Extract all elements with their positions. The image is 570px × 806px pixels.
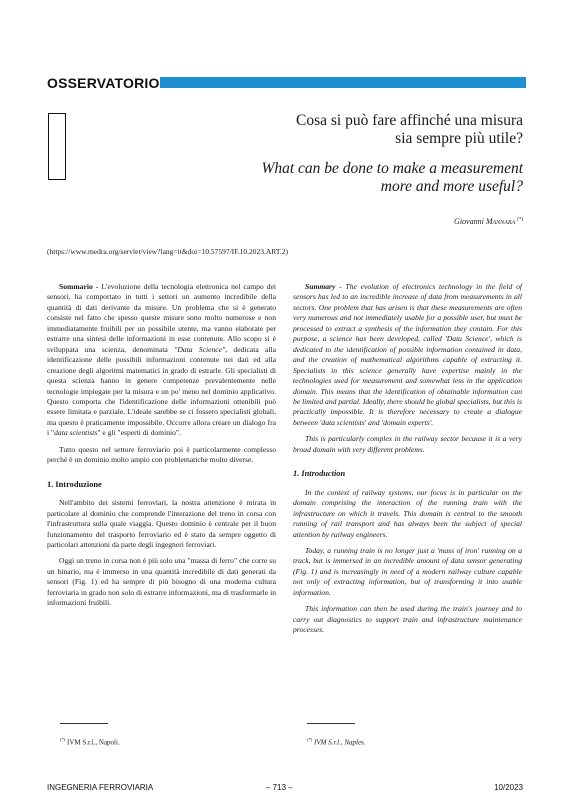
footnote-en: (*) IVM S.r.l., Naples. [307, 737, 366, 747]
paragraph-en: In the context of railway systems, our focus is in particular on the domain comprising the interaction of the running train with the infrastructure on which it travels. This domain is central to the smooth running of rail transport and has always been the subject of special attention by railway engineers. [293, 487, 522, 539]
paragraph-it: Tutto questo nel settore ferroviario poi è particolarmente complesso perché è un dominio molto ampio con problematiche molto diverse. [47, 444, 276, 465]
footer-journal-name: INGEGNERIA FERROVIARIA [47, 783, 154, 792]
heading-introduction: 1. Introduction [293, 469, 346, 479]
paragraph-en: Today, a running train is no longer just a 'mass of iron' running on a track, but is immersed in an incredible amount of data sensor generating (Fig. 1) and is increasingly in need of a modern railway culture capable not only of extracting information, but of transforming it into usable information. [293, 545, 522, 597]
footnote-rule-right [307, 723, 355, 724]
paragraph-it: Nell'ambito dei sistemi ferroviari, la nostra attenzione è mirata in particolare al dominio che comprende l'interazione del treno in corsa con l'infrastruttura sulla quale viaggia. Questo dominio è centrale per il buon funzionamento del trasporto ferroviario ed è stato da sempre oggetto di particolari attenzioni da parte degli ingegneri ferroviari. [47, 498, 276, 549]
paragraph-en: This is particularly complex in the railway sector because it is a very broad domain with very different problems. [293, 434, 522, 454]
title-english-line-1: What can be done to make a measurement [261, 160, 523, 177]
column-italian [47, 282, 276, 615]
section-title: OSSERVATORIO [47, 75, 160, 91]
title-english-line-2: more and more useful? [380, 178, 523, 195]
title-italian-line-1: Cosa si può fare affinché una misura [296, 112, 523, 129]
doi-link[interactable]: (https://www.medra.org/servlet/view?lang=it&doi=10.57597/IF.10.2023.ART.2) [47, 247, 288, 256]
author-line [454, 217, 523, 226]
paragraph-it: Oggi un treno in corsa non è più solo una "massa di ferro" che corre su un binario, ma è immerso in una quantità incredibile di dati generati da sensori (Fig. 1) ed ha sempre di più bisogno di una moderna cultura ferroviaria in grado non solo di estrarre informazioni, ma di trasformarle in informazioni fruibili. [47, 556, 276, 608]
heading-introduzione: 1. Introduzione [47, 479, 102, 489]
title-italian [193, 112, 523, 148]
author-last-name: Mannara [485, 217, 516, 226]
summary-label-en: Summary [305, 282, 336, 291]
paragraph-en: This information can then be used during the train's journey and to carry out diagnostics to support train and infrastructure maintenance processes. [293, 604, 522, 635]
author-first-name: Giovanni [454, 217, 486, 226]
summary-label-it: Sommario [59, 282, 93, 291]
column-english [293, 282, 522, 642]
footnote-it: (*) IVM S.r.l., Napoli. [60, 737, 120, 747]
author-footnote-mark: (*) [517, 217, 523, 223]
title-english [163, 160, 523, 196]
summary-paragraph-en: Summary - The evolution of electronics technology in the field of sensors has led to an incredible increase of data from measurements in all sectors. One problem that has arisen is that these measurements are often very numerous and not immediately usable for a possible user, but must be processed to extract a synthesis of the information they contain. For this purpose, a science has been developed, called 'Data Science', which is dedicated to the identification of possible information contained in data, and the creation of mathematical algorithms capable of extracting it. Specialists in this science generally have expertise mainly in the technologies used for measurement and somewhat less in the application domain. This means that the identification of obtainable information can be limited and partial. Ideally, there should be global specialists, but this is practically impossible. It is therefore necessary to create a dialogue between 'data scientists' and 'domain experts'. [293, 282, 522, 427]
journal-logo-frame [48, 113, 66, 180]
footnote-rule-left [60, 723, 108, 724]
summary-paragraph-it: Sommario - L'evoluzione della tecnologia elettronica nel campo dei sensori, ha comportato in tutti i settori un aumento incredibile della quantità di dati derivante da misure. Un problema che si è generato consiste nel fatto che spesso queste misure sono molto numerose e non immediatamente fruibili per un possibile utente, ma vanno elaborate per estrarre una sintesi delle informazioni in esse contenute. Allo scopo si è sviluppata una scienza, denominata "Data Science", dedicata alla identificazione delle possibili informazioni contenute nei dati ed alla creazione degli algoritmi matematici in grado di estrarle. Gli specialisti di questa scienza hanno in genere competenze prevalentemente nelle tecnologie impiegate per la misura e un po' meno nel dominio applicativo. Questo comporta che l'identificazione delle informazioni ottenibili può essere limitata e parziale. L'ideale sarebbe se ci fossero specialisti globali, ma questo è praticamente impossibile. Occorre allora creare un dialogo fra i "data scientists" e gli "esperti di dominio". [47, 282, 276, 438]
footer-page-number: – 713 – [266, 783, 293, 792]
section-color-bar [160, 77, 526, 88]
title-italian-line-2: sia sempre più utile? [395, 130, 523, 147]
footer-issue: 10/2023 [494, 783, 523, 792]
